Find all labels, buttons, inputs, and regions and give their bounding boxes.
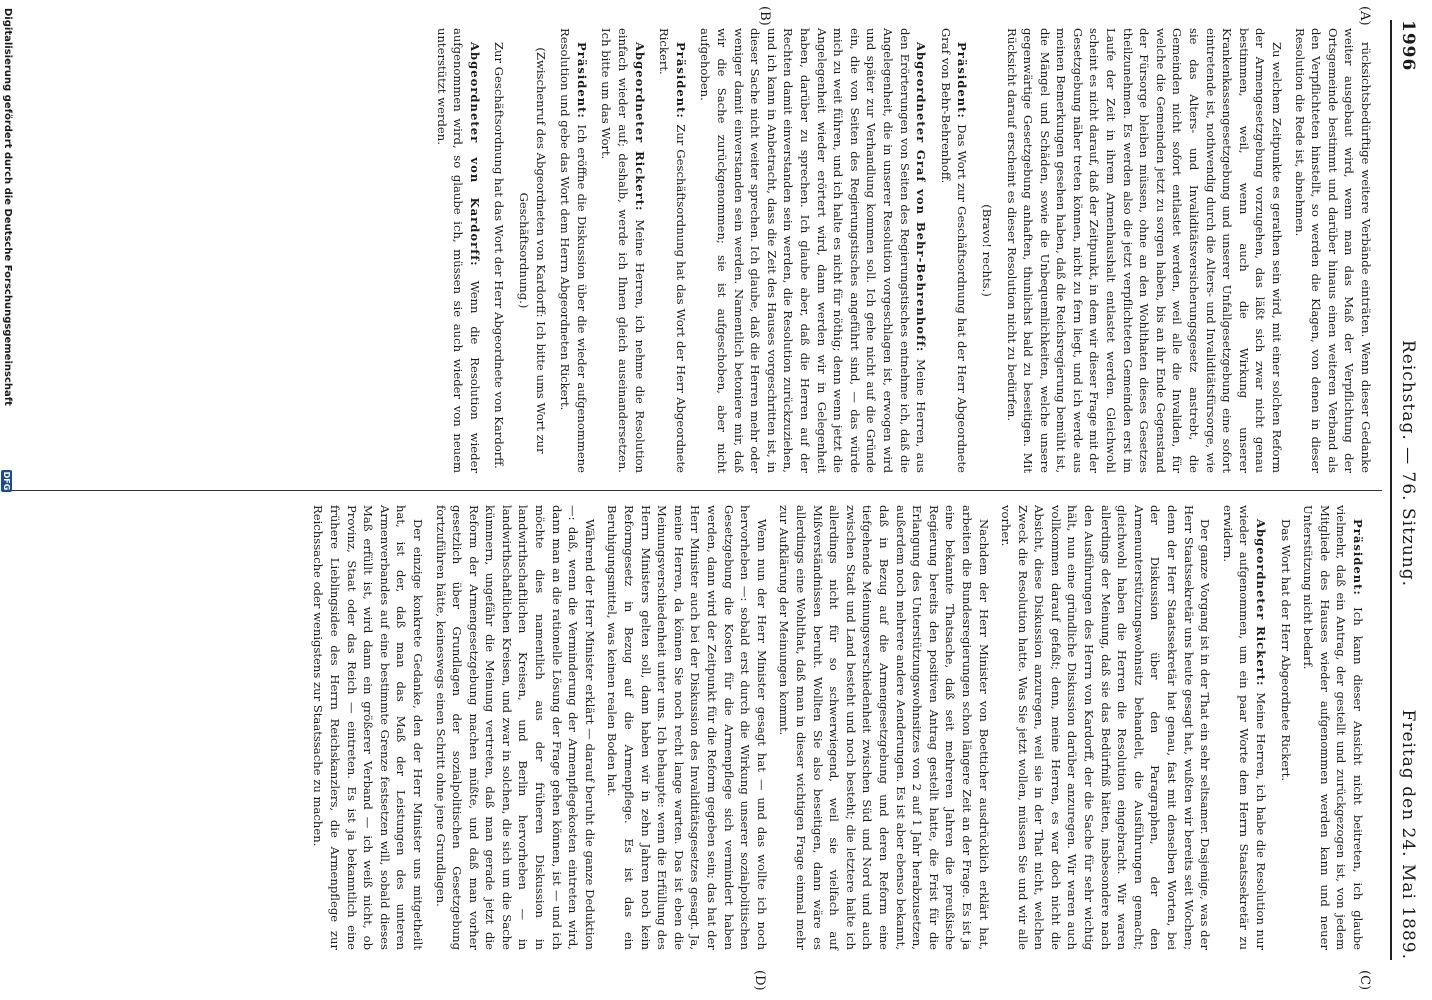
session-date: Freitag den 24. Mai 1889.: [1398, 709, 1418, 960]
margin-mark-a: (A): [1357, 6, 1372, 26]
body-paragraph: Zu welchem Zeitpunkte es gerathen sein wird, mit einer solchen Reform der Armengesetzgebung vorzugehen, das läßt sich zwar nicht genau bestimmen, weil, wenn auch die Wirkung unserer Krankenkassengesetzgebung und unserer Unfallgesetzgebung eine sofort eintretende ist, nothwendig durch die Alters- und Invaliditätsfürsorge, wie sie das Alters- und Invaliditätsversicherungsgesetz anstrebt, die Gemeinden nicht sofort entlastet werden, weil alle die Invaliden, für welche die Gemeinden jetzt zu sorgen haben, bis an ihr Ende Gegenstand der Fürsorge bleiben müssen, ohne an den Wohlthaten dieses Gesetzes theilzunehmen. Es werden also die jetzt verpflichteten Gemeinden erst im Laufe der Zeit in ihrem Armenhaushalt entlastet werden. Gleichwohl scheint es nicht darauf, daß der Zeitpunkt, in dem wir dieser Frage mit der Gesetzgebung näher treten können, nicht zu fern liegt, und ich werde aus meinen Bemerkungen gesehen haben, daß die Reichsregierung bemüht ist, die Mängel und Schäden, sowie die Unbequemlichkeiten, welche unsere gegenwärtige Gesetzgebung anhaften, thunlichst bald zu beseitigen. Mit Rücksicht darauf erscheint es dieser Resolution nicht zu bedürfen.: [1004, 28, 1285, 473]
body-paragraph: Zur Geschäftsordnung hat das Wort der Herr Abgeordnete von Kardorff.: [492, 42, 507, 469]
margin-mark-d: (D): [752, 970, 767, 991]
speech-text: Zur Geschäftsordnung hat das Wort der Herr Abgeordnete Rickert.: [657, 28, 688, 473]
body-paragraph: Das Wort hat der Herr Abgeordnete Rickert.: [1278, 519, 1293, 782]
speech-paragraph: [433, 28, 483, 473]
speech-text: Meine Herren, aus den Erörterungen von Seiten des Regierungstisches entnehme ich, daß die Angelegenheit, die in unserer Resolution vorgeschlagen ist, erwogen wird und später zur Verhandlung kommen soll. Ich gehe nicht auf die Gründe ein, die von Seiten des Regierungstisches angeführt sind, — das würde mich zu weit führen, und ich halte es nicht für nöthig; denn wenn jetzt die Angelegenheit wieder erörtert wird, dann werden wir in Gelegenheit haben, darüber zu sprechen. Ich glaube aber, daß die Herren auf der Rechten damit einverstanden sein werden, die Resolution zurückzuziehen, und ich kann in Anbetracht, dass die Zeit des Hauses vorgeschritten ist, in dieser Sache nicht weiter sprechen. Ich glaube, daß die Herren mehr oder weniger damit einverstanden sein werden. Namentlich betoniere mir, daß wir die Sache zurückgenommen; sie ist aufgeschoben, aber nicht aufgehoben.: [698, 28, 929, 473]
footer-credit: Digitalisierung gefördert durch die Deutsche Forschungsgemeinschaft: [2, 8, 13, 406]
speaker-name: Präsident:: [673, 42, 688, 125]
speech-paragraph: [937, 28, 970, 473]
body-paragraph: Nachdem der Herr Minister von Boetticher ausdrücklich erklärt hat, arbeiten die Bundesregierungen schon längere Zeit an der Frage. Es ist ja eine bekannte Thatsache, daß seit mehreren Jahren die preußische Regierung bereits den positiven Antrag gestellt hatte, die Frist für die Erlangung des Unterstützungswohnsitzes von 2 auf 1 Jahr herabzusetzen, außerdem noch mehrere andere Aenderungen. Es ist aber ebenso bekannt, daß in Bezug auf die Armengesetzgebung und deren Reform eine tiefgehende Meinungsverschiedenheit zwischen Süd und Nord und auch zwischen Stadt und Land besteht und noch besteht; die letztere halte ich allerdings nicht für so schwerwiegend, weil sie vielfach auf Mißverständnissen beruht. Wollten Sie also beseitigen, dann wäre es allerdings eine Wohlthat, daß man in dieser wichtigen Frage einmal mehr zur Aufklärung der Meinungen kommt.: [777, 505, 991, 950]
column-divider: [2, 490, 1382, 491]
body-paragraph: rücksichtsbedürftige weitere Verbände einträten. Wenn dieser Gedanke weiter ausgebaut wird, wenn man das Maß der Verpflichtung der Ortsgemeinde bestimmt und darüber hinaus einen weiteren Verband als den Verpflichteten hinstellt, so werden die Klagen, von denen in dieser Resolution die Rede ist, abnehmen.: [1292, 28, 1373, 473]
speech-text: Wenn die Resolution wieder aufgenommen wird, so glaube ich, müssen sie auch wieder von neuem unterstützt werden.: [434, 28, 482, 473]
body-paragraph: Der einzige konkrete Gedanke, den der Herr Minister uns mitgetheilt hat, ist der, daß man das Maß der Leistungen des unteren Armenverbandes auf eine bestimmte Grenze festsetzen will, sobald dieses Maß erfüllt ist, wird dann ein größerer Verband — ich weiß nicht, ob Provinz, Staat oder das Reich — eintreten. Es ist ja bekanntlich eine frühere Lieblingsidee des Herrn Reichskanzlers, die Armenpflege zur Reichssache oder wenigstens zur Staatssache zu machen.: [311, 505, 425, 950]
speech-text: Ich eröffne die Diskussion über die wieder aufgenommene Resolution und gebe das Wort dem Herrn Abgeordneten Rickert.: [558, 28, 589, 474]
header-rule: [1390, 20, 1392, 960]
speaker-name: Abgeordneter von Kardorff:: [467, 42, 482, 281]
margin-mark-b: (B): [757, 6, 772, 26]
left-column: [427, 28, 1374, 473]
digitization-footer: [0, 0, 12, 1000]
body-paragraph: Wenn nun der Herr Minister gesagt hat — und das wollte ich noch hervorheben —: sobald erst durch die Wirkung unserer sozialpolitischen Gesetzgebung die Kosten für die Armenpflege sich vermindert haben werden, dann wird der Zeitpunkt für die Reform gegeben sein; das hat der Herr Minister auch bei der Diskussion des Invaliditätsgesetzes gesagt. Ja, meine Herren, da können Sie noch recht lange warten. Das ist eben die Meinungsverschiedenheit unter uns. Ich behaupte: wenn die Erfüllung des Herrn Ministers gelten soll, dann haben wir in zehn Jahren noch kein Reformgesetz in Bezug auf die Armenpflege. Es ist das ein Beruhigungsmittel, was keinen realen Boden hat.: [605, 505, 769, 950]
speech-paragraph: [598, 28, 648, 473]
speech-paragraph: [1300, 505, 1366, 950]
speaker-name: Präsident:: [1351, 519, 1365, 608]
speech-text: Meine Herren, ich habe die Resolution nur wieder aufgenommen, um ein paar Worte dem Herrn Staatssekretär zu erwidern.: [1220, 505, 1269, 950]
stage-direction: (Bravo! rechts.): [979, 204, 994, 297]
speaker-name: Abgeordneter Graf von Behr-Behrenhoff:: [914, 42, 929, 360]
body-paragraph: Der ganze Vorgang ist in der That ein sehr seltsamer. Dasjenige, was der Herr Staatssekretär uns heute gesagt hat, wußten wir bereits seit Wochen; denn der Herr Staatssekretär hat genau, fast mit denselben Worten, bei der Diskussion über den Paragraphen, der den Armenunterstützungswohnsitz behandelt, die Ausführungen gemacht; gleichwohl haben die Herren die Resolution eingebracht. Wir waren allerdings der Meinung, daß sie das Bedürfniß hätten, insbesondere nach den Ausführungen des Herrn von Kardorff, der die Sache für sehr wichtig hält, nun eine gründliche Diskussion darüber anzuregen. Wir waren auch vollkommen darauf gefaßt; denn, meine Herren, es war doch nicht die Absicht, diese Diskussion anzuregen, weil sie in der That nicht, welchen Zweck die Resolution hatte. Was Sie jetzt wollen, müssen Sie und wir alle vorher.: [999, 505, 1213, 950]
speaker-name: Abgeordneter Rickert:: [1254, 519, 1269, 693]
speech-text: Ich kann dieser Ansicht nicht beitreten, ich glaube vielmehr, daß ein Antrag, der gestellt und zurückgezogen ist, von jedem Mitgliede des Hauses wieder aufgenommen werden kann und neuer Unterstützung nicht bedarf.: [1301, 505, 1365, 950]
speech-paragraph: [1219, 505, 1269, 950]
speech-paragraph: [557, 28, 590, 473]
speaker-name: Präsident:: [955, 42, 970, 125]
speech-paragraph: [697, 28, 929, 473]
stage-direction: (Zwischenruf des Abgeordneten von Kardorff: Ich bitte ums Wort zur Geschäftsordnung.): [517, 47, 548, 454]
page-header: [1392, 20, 1422, 960]
page-number: 1996: [1398, 20, 1418, 72]
margin-mark-c: (C): [1357, 970, 1372, 991]
dfg-logo: DFG: [2, 471, 11, 491]
speaker-name: Präsident:: [574, 42, 589, 125]
speech-text: Meine Herren, ich nehme die Resolution einfach wieder auf; deshalb, werde ich Ihnen gleich auseinandersetzen. Ich bitte um das Wort.: [599, 28, 647, 473]
page-title: Reichstag. — 76. Sitzung.: [1398, 340, 1418, 588]
right-column: [304, 505, 1374, 950]
body-paragraph: Während der Herr Minister erklärt — darauf beruht die ganze Deduktion —: daß, wenn die Verminderung der Armenpflegekosten eintreten wird, dann man an die rationelle Lösung der Frage gehen können, ist — und ich möchte dies namentlich aus der früheren Diskussion in landwirthschaftlichen Kreisen, und Berlin hervorheben — in landwirthschaftlichen Kreisen, und zwar in solchen, die sich um die Sache kümmern, ungefähr die Meinung vertreten, daß man gerade jetzt die Reform der Armengesetzgebung machen müßte, und daß man vorher gesetzlich über Grundlagen der sozialpolitischen Gesetzgebung fortzuführen hätte, keineswegs einen Schritt ohne jene Grundlagen.: [433, 505, 597, 950]
speech-paragraph: [656, 28, 689, 473]
speech-text: Das Wort zur Geschäftsordnung hat der Herr Abgeordnete Graf von Behr-Behrenhoff.: [938, 28, 970, 474]
speaker-name: Abgeordneter Rickert:: [632, 42, 647, 220]
